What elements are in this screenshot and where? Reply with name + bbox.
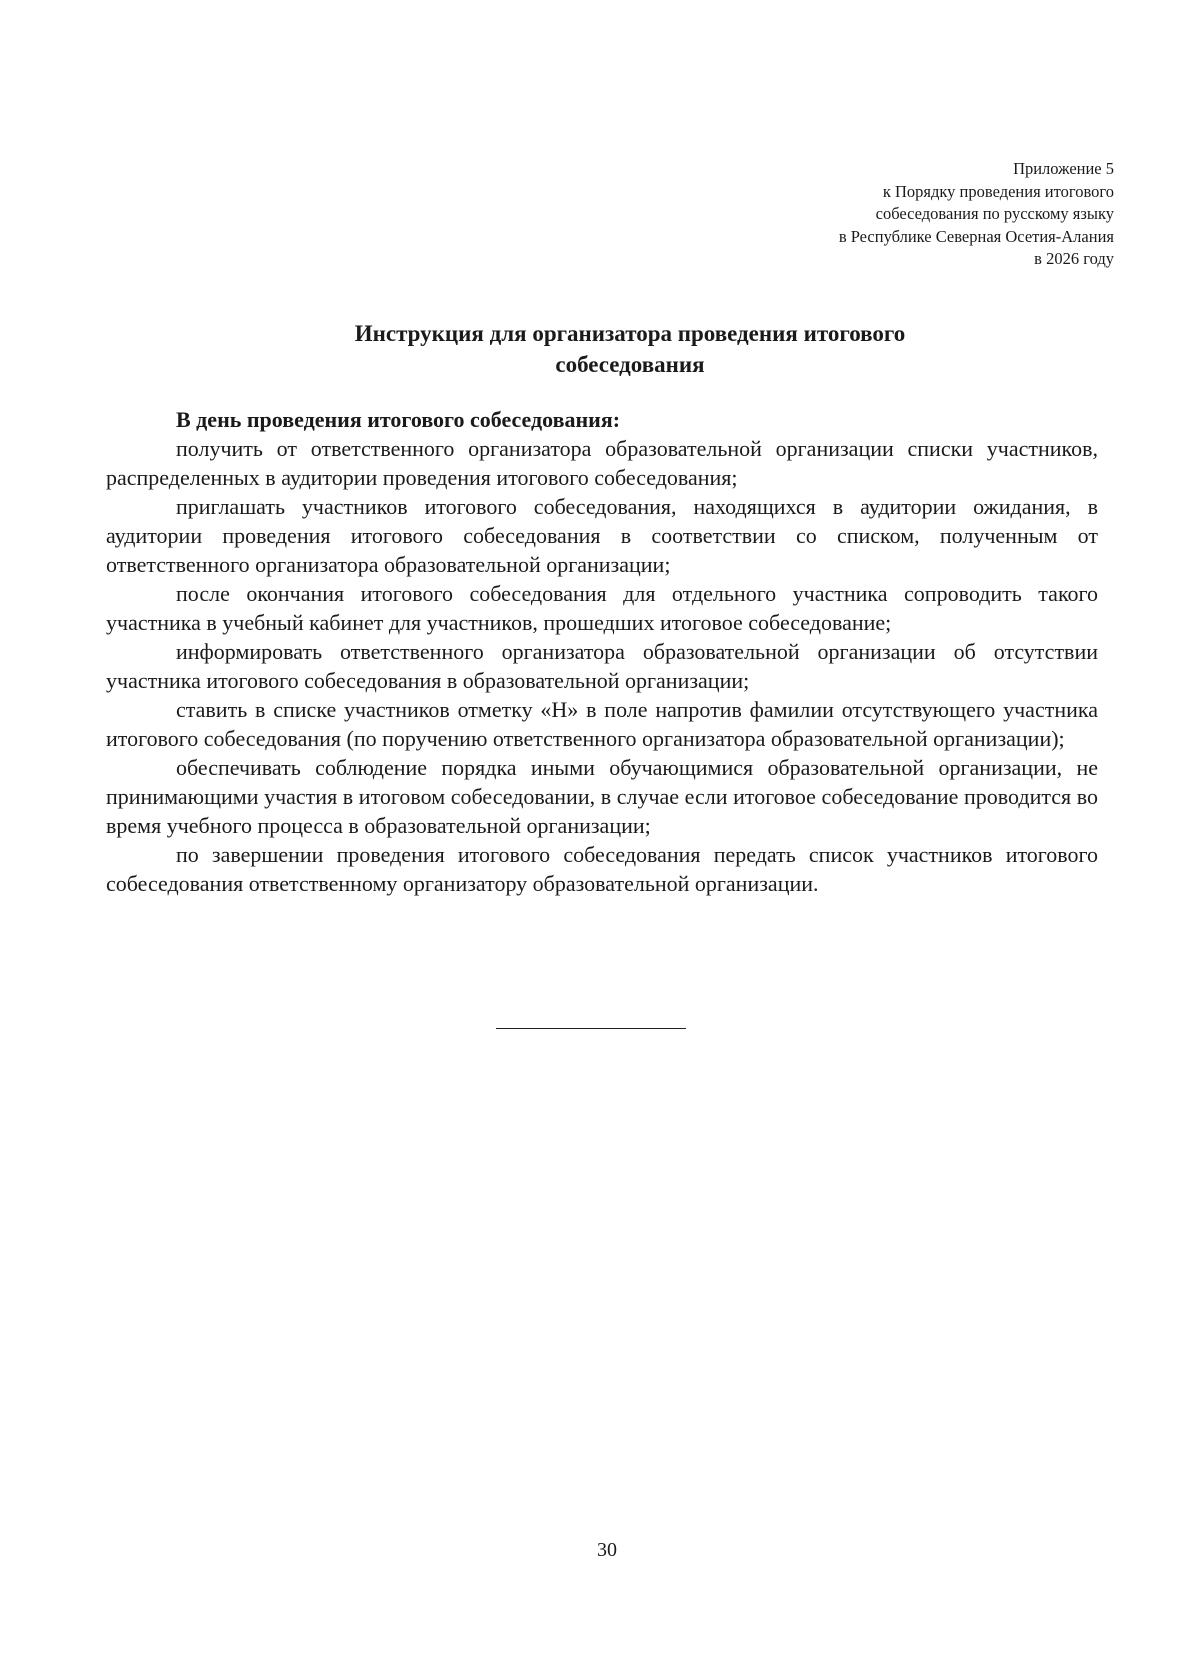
instruction-paragraph: по завершении проведения итогового собеседования передать список участников итогового собеседования ответственному организатору образовательной организации. <box>106 842 1098 896</box>
section-lead: В день проведения итогового собеседования: <box>176 407 621 432</box>
appendix-header <box>654 158 1114 271</box>
instruction-paragraph: получить от ответственного организатора образовательной организации списки участников, распределенных в аудитории проведения итогового собеседования; <box>106 436 1098 490</box>
appendix-line: в Республике Северная Осетия-Алания <box>838 226 1114 246</box>
document-title <box>0 318 1130 380</box>
closing-divider <box>496 1028 686 1029</box>
appendix-line: в 2026 году <box>1034 249 1114 268</box>
title-line-2: собеседования <box>555 352 705 377</box>
instruction-paragraph: ставить в списке участников отметку «Н» в поле напротив фамилии отсутствующего участника итогового собеседования (по поручению ответственного организатора образовательной организации); <box>106 697 1098 751</box>
appendix-line: к Порядку проведения итогового <box>882 181 1114 201</box>
page-number-text: 30 <box>597 1539 617 1561</box>
appendix-line: Приложение 5 <box>1013 159 1114 178</box>
title-line-1: Инструкция для организатора проведения итогового <box>354 321 906 346</box>
instruction-paragraph: информировать ответственного организатора образовательной организации об отсутствии участника итогового собеседования в образовательной организации; <box>106 639 1098 693</box>
appendix-line: собеседования по русскому языку <box>875 204 1114 223</box>
instruction-paragraph: после окончания итогового собеседования для отдельного участника сопроводить такого участника в учебный кабинет для участников, прошедших итоговое собеседование; <box>106 581 1098 635</box>
page-number <box>0 1539 1200 1562</box>
instruction-paragraph: обеспечивать соблюдение порядка иными обучающимися образовательной организации, не принимающими участия в итоговом собеседовании, в случае если итоговое собеседование проводится во время учебного процесса в образовательной организации; <box>106 755 1098 838</box>
document-body <box>106 405 1098 898</box>
instruction-paragraph: приглашать участников итогового собеседования, находящихся в аудитории ожидания, в аудитории проведения итогового собеседования в соответствии со списком, полученным от ответственного организатора образовательной организации; <box>106 494 1098 577</box>
